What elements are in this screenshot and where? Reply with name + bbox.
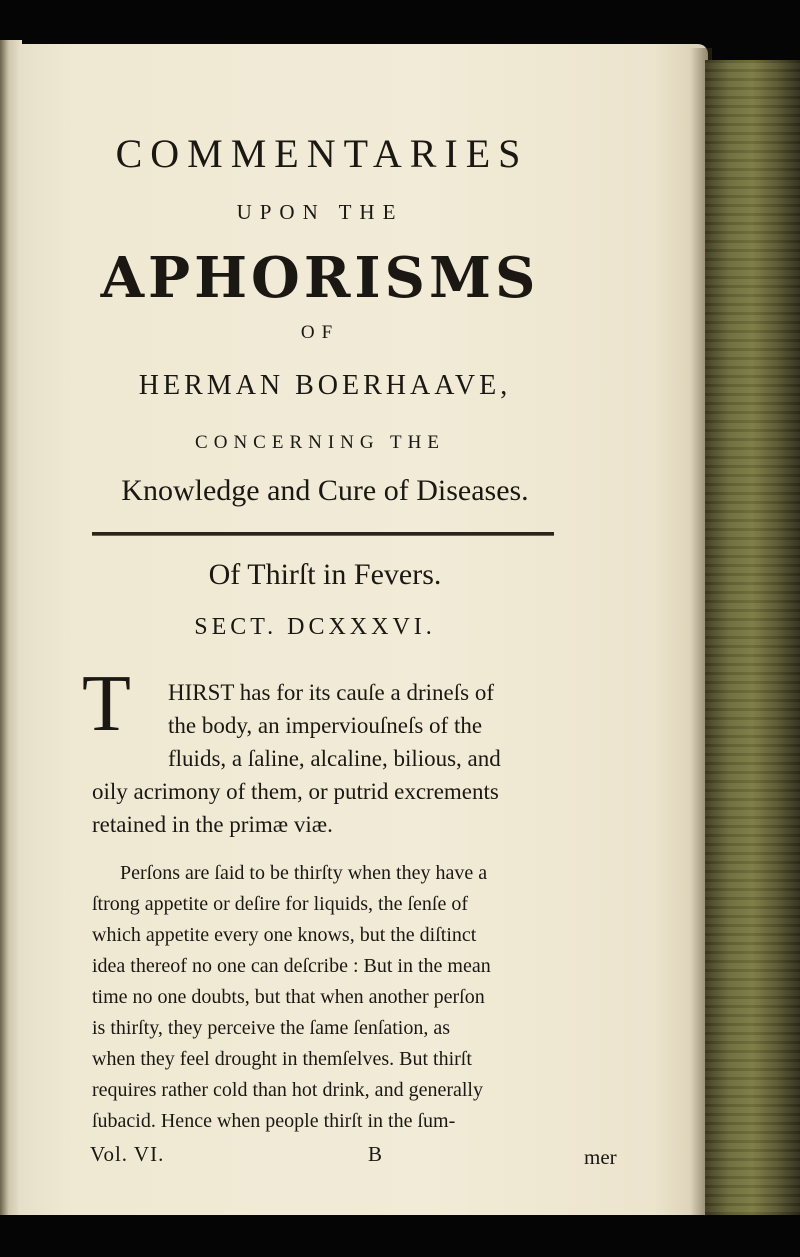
commentary-line: requires rather cold than hot drink, and generally bbox=[92, 1079, 483, 1101]
title-aphorisms: APHORISMS bbox=[100, 245, 540, 311]
scan-background bbox=[0, 1215, 800, 1257]
commentary-line: idea thereof no one can deſcribe : But in the mean bbox=[92, 955, 491, 977]
book-binding bbox=[705, 60, 800, 1220]
commentary-line: is thirſty, they perceive the ſame ſenſation, as bbox=[92, 1017, 451, 1039]
commentary-line: which appetite every one knows, but the diſtinct bbox=[92, 924, 477, 946]
commentary-line: ſtrong appetite or deſire for liquids, the ſenſe of bbox=[92, 893, 468, 915]
title-author: HERMAN BOERHAAVE, bbox=[138, 370, 512, 401]
section-heading: Of Thirſt in Fevers. bbox=[208, 558, 442, 591]
aphorism-line: HIRST has for its cauſe a drineſs of bbox=[168, 680, 494, 705]
catchword: mer bbox=[584, 1145, 617, 1169]
title-commentaries: COMMENTARIES bbox=[115, 131, 529, 176]
commentary-line: ſubacid. Hence when people thirſt in the ſum- bbox=[92, 1110, 456, 1132]
section-number: SECT. DCXXXVI. bbox=[194, 614, 436, 640]
title-subject: Knowledge and Cure of Diseases. bbox=[121, 474, 529, 507]
drop-cap: T bbox=[82, 660, 131, 748]
horizontal-rule bbox=[92, 532, 554, 536]
title-of: OF bbox=[300, 322, 340, 343]
aphorism-line: the body, an imperviouſneſs of the bbox=[168, 713, 483, 738]
signature-mark: B bbox=[368, 1142, 383, 1166]
aphorism-line: fluids, a ſaline, alcaline, bilious, and bbox=[168, 746, 501, 771]
commentary-line: when they feel drought in themſelves. But thirſt bbox=[92, 1048, 472, 1070]
title-upon-the: UPON THE bbox=[236, 200, 404, 224]
commentary-line: Perſons are ſaid to be thirſty when they have a bbox=[120, 862, 488, 884]
title-concerning-the: CONCERNING THE bbox=[195, 432, 445, 453]
aphorism-line: retained in the primæ viæ. bbox=[92, 812, 333, 837]
commentary-line: time no one doubts, but that when another perſon bbox=[92, 986, 485, 1008]
aphorism-line: oily acrimony of them, or putrid excrements bbox=[92, 779, 499, 804]
volume-mark: Vol. VI. bbox=[90, 1142, 165, 1166]
